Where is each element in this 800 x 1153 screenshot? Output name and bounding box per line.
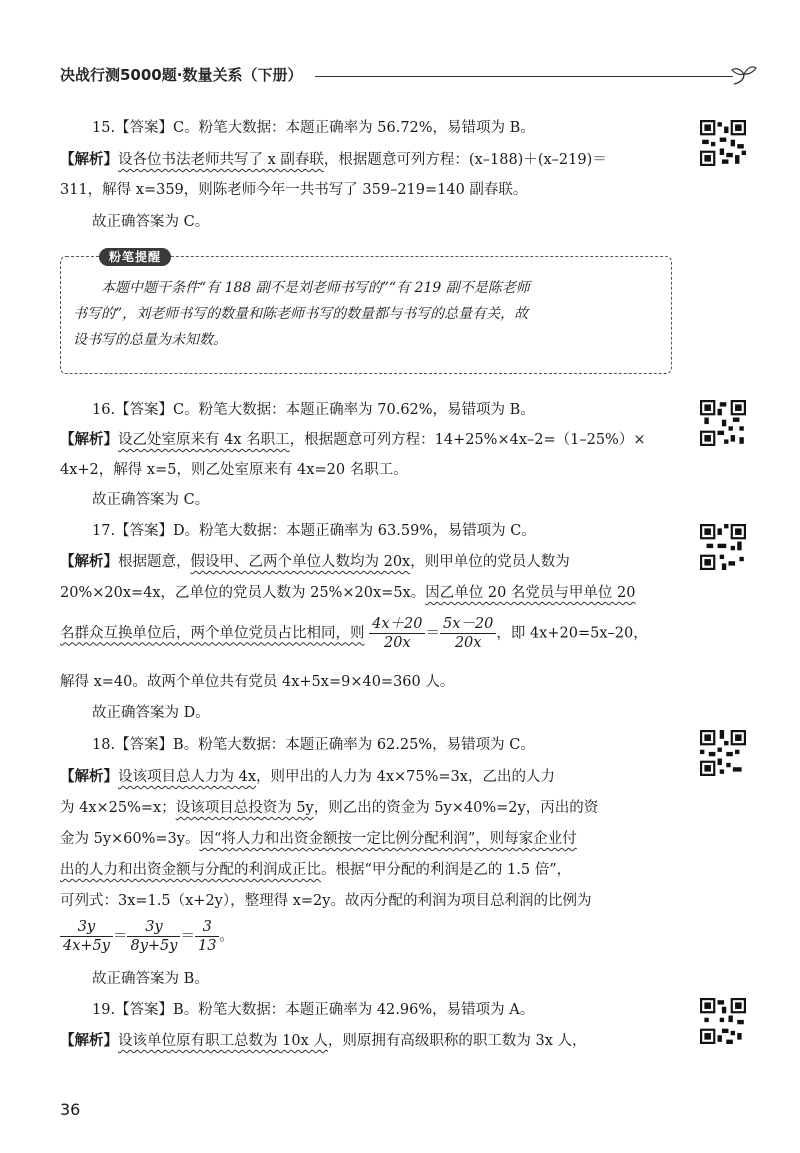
q18-answer: 18.【答案】B。粉笔大数据：本题正确率为 62.25%，易错项为 C。 [92,737,535,753]
q18-analysis-line5: 可列式：3x=1.5（x+2y），整理得 x=2y。故丙分配的利润为项目总利润的比例为 [60,893,592,909]
q17-analysis-line3: 名群众互换单位后，两个单位党员占比相同，则 $\frac{4x+20}{20x}$ ＝ $\frac{5x-20}{20x}$ ，即 4x+20=5x–20， [60,616,648,651]
q16-analysis-line2: 4x+2，解得 x=5，则乙处室原来有 4x=20 名职工。 [60,462,408,478]
tip-badge: 粉笔提醒 [99,248,171,266]
fraction: $\frac{4x+20}{20x}$ [369,615,425,652]
running-header [60,62,760,92]
q15-answer: 15.【答案】C。粉笔大数据：本题正确率为 56.72%，易错项为 B。 [92,120,535,136]
q18-analysis-line4: 出的人力和出资金额与分配的利润成正比。根据“甲分配的利润是乙的 1.5 倍”， [60,862,572,878]
q18-analysis-line3: 金为 5y×60%=3y。因“将人力和出资金额按一定比例分配利润”，则每家企业付 [60,831,577,847]
q18-analysis-line2: 为 4x×25%=x；设该项目总投资为 5y，则乙出的资金为 5y×40%=2y，丙出的资 [60,800,599,816]
q15-key-assumption: 设各位书法老师共写了 x 副春联 [118,152,324,168]
tip-box [60,250,672,374]
analysis-tag: 【解析】 [60,151,118,168]
q17-conclusion: 故正确答案为 D。 [92,705,210,721]
q16-conclusion: 故正确答案为 C。 [92,492,210,508]
q18-analysis-line1: 【解析】设该项目总人力为 4x，则甲出的人力为 4x×75%=3x，乙出的人力 [60,768,555,785]
qr-code-icon[interactable] [700,730,746,776]
q19-analysis-line1: 【解析】设该单位原有职工总数为 10x 人，则原拥有高级职称的职工数为 3x 人， [60,1032,587,1049]
q17-analysis-line2: 20%×20x=4x，乙单位的党员人数为 25%×20x=5x。因乙单位 20 名党员与甲单位 20 [60,585,636,601]
q15-conclusion: 故正确答案为 C。 [92,214,210,230]
q18-key-assumption: 设该项目总人力为 4x [118,769,257,785]
fraction: $\frac{3y}{4x+5y}$ [60,918,113,955]
qr-code-icon[interactable] [700,400,746,446]
q15-analysis-line2: 311，解得 x=359，则陈老师今年一共书写了 359–219=140 副春联。 [60,182,528,198]
qr-code-icon[interactable] [700,998,746,1044]
q17-analysis-line1: 【解析】根据题意，假设甲、乙两个单位人数均为 20x，则甲单位的党员人数为 [60,553,570,570]
fraction: $\frac{5x-20}{20x}$ [440,615,496,652]
page-number: 36 [60,1100,81,1119]
q18-conclusion: 故正确答案为 B。 [92,971,209,987]
q17-key-assumption: 假设甲、乙两个单位人数均为 20x [190,554,411,570]
fraction: $\frac{3y}{8y+5y}$ [127,918,180,955]
q19-key-assumption: 设该单位原有职工总数为 10x 人 [118,1033,328,1049]
header-rule [315,76,733,77]
q19-answer: 19.【答案】B。粉笔大数据：本题正确率为 42.96%，易错项为 A。 [92,1002,535,1018]
q16-answer: 16.【答案】C。粉笔大数据：本题正确率为 70.62%，易错项为 B。 [92,402,535,418]
book-title: 决战行测5000题·数量关系（下册） [60,66,303,84]
q16-analysis-line1: 【解析】设乙处室原来有 4x 名职工，根据题意可列方程：14+25%×4x–2=（1–25%）× [60,431,646,448]
q16-key-assumption: 设乙处室原来有 4x 名职工 [118,432,290,448]
qr-code-icon[interactable] [700,524,746,570]
tip-text: 本题中题干条件“有 188 副不是刘老师书写的”“有 219 副不是陈老师 书写的”，刘老师书写的数量和陈老师书写的数量都与书写的总量有关，故 设书写的总量为未知数。 [73,280,530,348]
q15-analysis-line1: 【解析】设各位书法老师共写了 x 副春联，根据题意可列方程：(x–188)＋(x–219)＝ [60,151,607,168]
sprout-icon [730,62,758,88]
fraction: $\frac{3}{13}$ [195,918,219,955]
q18-equation: $\frac{3y}{4x+5y}$ ＝ $\frac{3y}{8y+5y}$ ＝ $\frac{3}{13}$ 。 [60,918,672,960]
q17-answer: 17.【答案】D。粉笔大数据：本题正确率为 63.59%，易错项为 C。 [92,523,536,539]
q17-analysis-line4: 解得 x=40。故两个单位共有党员 4x+5x=9×40=360 人。 [60,674,455,690]
qr-code-icon[interactable] [700,120,746,166]
